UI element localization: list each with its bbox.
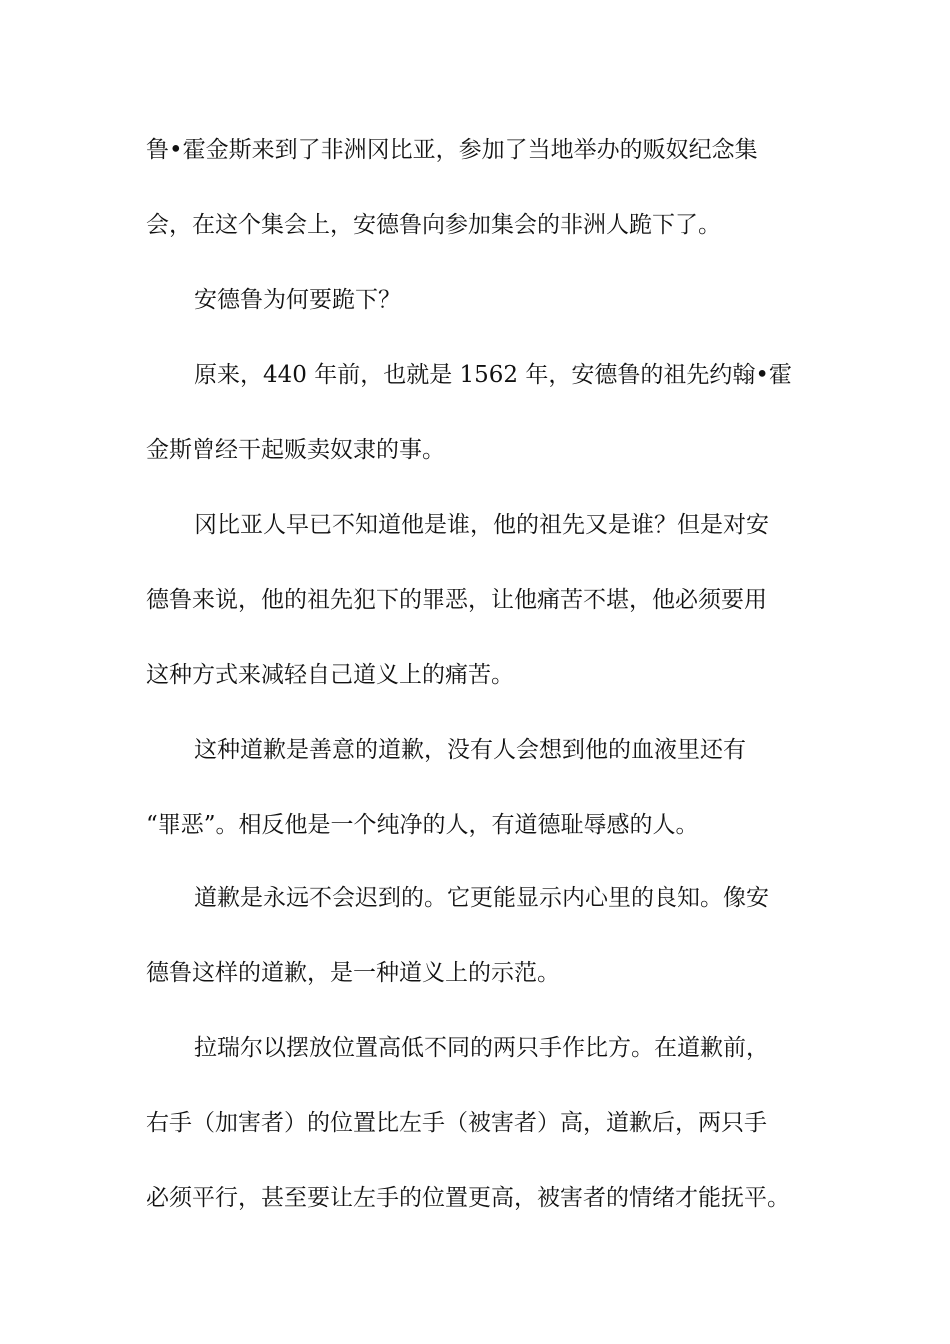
text-line: 德鲁这样的道歉，是一种道义上的示范。 [146, 960, 560, 986]
text-line: 这种道歉是善意的道歉，没有人会想到他的血液里还有 [194, 737, 746, 763]
text-line: 必须平行，甚至要让左手的位置更高，被害者的情绪才能抚平。 [146, 1185, 790, 1211]
text-line: 冈比亚人早已不知道他是谁，他的祖先又是谁？但是对安 [194, 512, 769, 538]
text-line: 道歉是永远不会迟到的。它更能显示内心里的良知。像安 [194, 885, 769, 911]
text-line: 原来，440 年前，也就是 1562 年，安德鲁的祖先约翰•霍 [194, 362, 792, 388]
text-line: 右手（加害者）的位置比左手（被害者）高，道歉后，两只手 [146, 1110, 767, 1136]
text-line: 德鲁来说，他的祖先犯下的罪恶，让他痛苦不堪，他必须要用 [146, 587, 767, 613]
text-line: 金斯曾经干起贩卖奴隶的事。 [146, 437, 445, 463]
text-line: 拉瑞尔以摆放位置高低不同的两只手作比方。在道歉前， [194, 1035, 769, 1061]
text-line: “罪恶”。相反他是一个纯净的人，有道德耻辱感的人。 [146, 812, 699, 838]
text-line: 鲁•霍金斯来到了非洲冈比亚，参加了当地举办的贩奴纪念集 [146, 137, 758, 163]
text-line: 这种方式来减轻自己道义上的痛苦。 [146, 662, 514, 688]
text-line: 会，在这个集会上，安德鲁向参加集会的非洲人跪下了。 [146, 212, 721, 238]
text-line: 安德鲁为何要跪下？ [194, 287, 401, 313]
